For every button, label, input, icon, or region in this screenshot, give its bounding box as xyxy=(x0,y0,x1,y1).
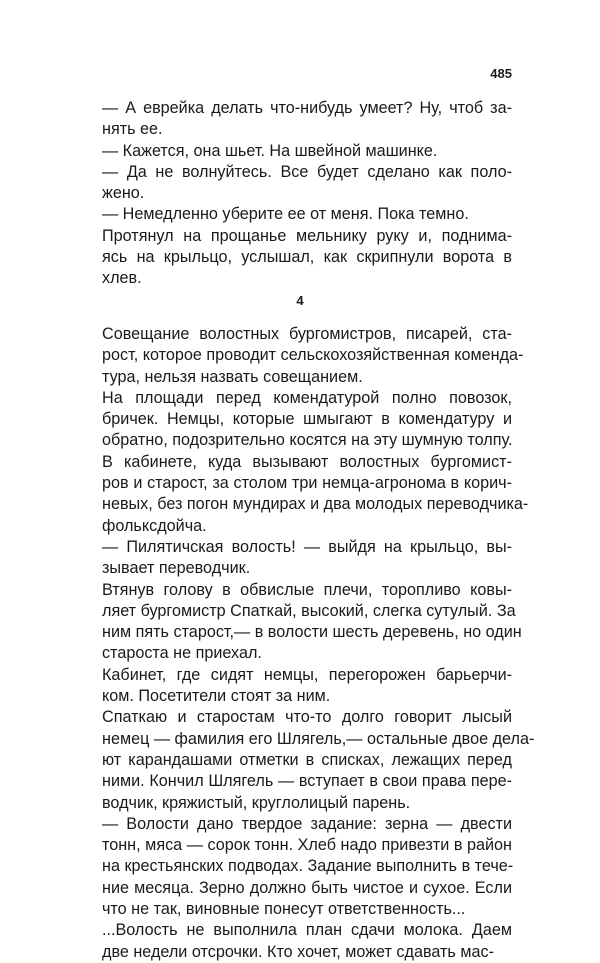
text-line: Совещание волостных бургомистров, писарей, ста- xyxy=(102,325,512,343)
text-line: обратно, подозрительно косятся на эту шумную толпу. xyxy=(102,431,513,450)
text-line: — А еврейка делать что-нибудь умеет? Ну, чтоб за- xyxy=(102,99,512,117)
paragraph xyxy=(86,204,512,225)
text-line: Спаткаю и старостам что-то долго говорит лысый xyxy=(102,708,512,727)
paragraph xyxy=(86,162,512,205)
paragraph xyxy=(86,814,512,920)
paragraph xyxy=(86,388,512,452)
text-line: ясь на крыльцо, услышал, как скрипнули ворота в xyxy=(102,248,512,267)
paragraph xyxy=(86,580,522,665)
paragraph xyxy=(86,707,535,813)
text-line: жено. xyxy=(102,184,145,203)
text-line: тура, нельзя назвать совещанием. xyxy=(102,367,363,386)
text-line: тонн, мяса — сорок тонн. Хлеб надо привезти в район xyxy=(102,836,512,855)
paragraph xyxy=(86,537,512,580)
text-line: ют карандашами отметки в списках, лежащих перед xyxy=(102,750,512,769)
text-line: — Да не волнуйтесь. Все будет сделано как поло- xyxy=(102,162,512,181)
text-line: — Пилятичская волость! — выйдя на крыльцо, вы- xyxy=(102,537,512,556)
text-line: ляет бургомистр Спаткай, высокий, слегка сутулый. За xyxy=(102,601,516,620)
page-number: 485 xyxy=(490,66,512,81)
text-line: — Немедленно уберите ее от меня. Пока темно. xyxy=(102,205,469,224)
text-block-top xyxy=(86,98,512,290)
paragraph xyxy=(86,665,512,708)
text-line: немец — фамилия его Шлягель,— остальные двое дела- xyxy=(102,729,535,748)
paragraph xyxy=(86,324,524,388)
text-line: — Волости дано твердое задание: зерна — двести xyxy=(102,814,512,833)
text-line: бричек. Немцы, которые шмыгают в комендатуру и xyxy=(102,410,512,429)
text-line: зывает переводчик. xyxy=(102,559,251,578)
paragraph xyxy=(86,98,512,141)
text-line: нять ее. xyxy=(102,120,163,139)
text-line: Кабинет, где сидят немцы, перегорожен барьерчи- xyxy=(102,665,512,684)
text-line: рост, которое проводит сельскохозяйственная коменда- xyxy=(102,346,524,365)
text-line: В кабинете, куда вызывают волостных бургомист- xyxy=(102,452,512,471)
text-line: ...Волость не выполнила план сдачи молока. Даем xyxy=(102,921,512,940)
chapter-number: 4 xyxy=(296,293,304,308)
text-line: — Кажется, она шьет. На швейной машинке. xyxy=(102,141,438,160)
text-line: На площади перед комендатурой полно повозок, xyxy=(102,388,512,407)
paragraph xyxy=(86,141,512,162)
text-line: староста не приехал. xyxy=(102,644,262,663)
paragraph xyxy=(86,452,529,537)
text-line: Втянув голову в обвислые плечи, торопливо ковы- xyxy=(102,580,512,599)
text-line: ком. Посетители стоят за ним. xyxy=(102,687,331,706)
text-line: ним пять старост,— в волости шесть деревень, но один xyxy=(102,623,522,642)
paragraph xyxy=(86,920,512,963)
text-line: Протянул на прощанье мельнику руку и, поднима- xyxy=(102,226,512,245)
text-line: ров и старост, за столом три немца-агронома в корич- xyxy=(102,474,512,493)
text-line: фольксдойча. xyxy=(102,516,207,535)
text-line: на крестьянских подводах. Задание выполнить в тече- xyxy=(102,857,514,876)
text-line: невых, без погон мундирах и два молодых переводчика- xyxy=(102,495,529,514)
text-line: ними. Кончил Шлягель — вступает в свои права пере- xyxy=(102,772,512,791)
text-line: хлев. xyxy=(102,269,142,288)
text-block-main xyxy=(86,324,535,963)
text-line: две недели отсрочки. Кто хочет, может сдавать мас- xyxy=(102,942,494,961)
text-line: ние месяца. Зерно должно быть чистое и сухое. Если xyxy=(102,878,512,897)
paragraph xyxy=(86,226,512,290)
text-line: водчик, кряжистый, круглолицый парень. xyxy=(102,793,411,812)
text-line: что не так, виновные понесут ответственность... xyxy=(102,900,466,919)
